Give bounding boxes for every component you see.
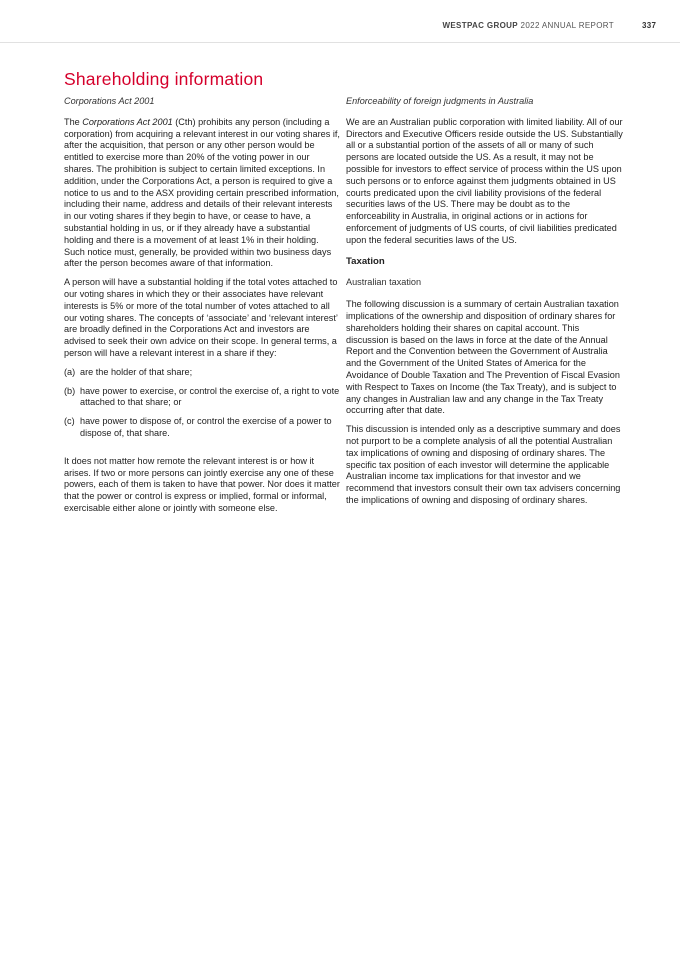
- list-item-text: have power to dispose of, or control the exercise of a power to dispose of, that share.: [80, 416, 332, 438]
- right-column: [346, 96, 624, 514]
- remote-interest-paragraph: It does not matter how remote the relevant interest is or how it arises. If two or more persons can jointly exercise any one of these powers, each of them is taken to have that power. Nor does it matter that the power or control is express or implied, formal or informal, exercisable either alone or jointly with someone else.: [64, 455, 340, 513]
- list-marker: (a): [64, 366, 76, 377]
- list-item: [64, 386, 340, 410]
- list-item: [64, 367, 340, 379]
- list-marker: (b): [64, 385, 76, 396]
- list-marker: (c): [64, 416, 75, 427]
- spacer: [64, 447, 340, 456]
- enforceability-paragraph: We are an Australian public corporation with limited liability. All of our Directors and Executive Officers reside outside the US. Substantially all or a substantial portion of the assets of all or many of such persons are located outside the US. As a result, it may not be possible for investors to effect service of process within the US upon such persons or to enforce against them judgments obtained in US courts predicated upon the civil liability provisions of the federal securities laws of the US. There may be doubt as to the enforceability in Australia, in original actions or in actions for enforcement of judgments of US courts, of civil liabilities predicated upon the federal securities laws of the US.: [346, 116, 623, 245]
- page-header: [0, 0, 680, 43]
- paragraph-body: (Cth) prohibits any person (including a corporation) from acquiring a relevant interest in our voting shares if, after the acquisition, that person or any other person would be entitled to exercise more than 20% of the voting power in our shares. The prohibition is subject to certain limited exceptions. In addition, under the Corporations Act, a person is required to give a notice to us and to the ASX providing certain prescribed information, including their name, address and details of their relevant interests in our voting shares if they begin to have, or cease to have, a substantial holding in us, or if they already have a substantial holding and there is a movement of at least 1% in their holding. Such notice must, generally, be provided within two business days after the person becomes aware of that information.: [64, 116, 340, 269]
- running-header: [442, 21, 614, 30]
- left-column: [64, 96, 340, 522]
- corporations-act-paragraph: [64, 117, 340, 270]
- taxation-disclaimer-paragraph: This discussion is intended only as a descriptive summary and does not purport to be a complete analysis of all the potential Australian tax implications of owning and disposing of ordinary shares. The specific tax position of each investor will determine the applicable Australian income tax implications for that investor and we recommend that investors consult their own tax advisers concerning the implications of owning and disposing of ordinary shares.: [346, 424, 621, 505]
- taxation-summary-paragraph: The following discussion is a summary of certain Australian taxation implications of the ownership and disposition of ordinary shares for shareholders holding their shares on capital account. This discussion is based on the laws in force at the date of the Annual Report and the Convention between the Government of Australia and the Government of the United States of America for the Avoidance of Double Taxation and The Prevention of Fiscal Evasion with Respect to Taxes on Income (the Tax Treaty), and is subject to any changes in Australian law and any change in the Tax Treaty occurring after that date.: [346, 299, 620, 416]
- list-item-text: are the holder of that share;: [80, 366, 193, 377]
- australian-taxation-subheading: Australian taxation: [346, 277, 422, 288]
- enforceability-heading: Enforceability of foreign judgments in Australia: [346, 96, 534, 106]
- act-name-italic: Corporations Act 2001: [82, 116, 173, 127]
- substantial-holding-paragraph: A person will have a substantial holding if the total votes attached to our voting shares in which they or their associates have relevant interests is 5% or more of the total number of votes attached to all our voting shares. The concepts of ‘associate’ and ‘relevant interest’ are broadly defined in the Corporations Act and investors are advised to seek their own advice on their scope. In general terms, a person will have a relevant interest in a share if they:: [64, 277, 338, 358]
- page-number: 337: [642, 21, 657, 30]
- list-item-text: have power to exercise, or control the exercise of, a right to vote attached to that share; or: [80, 385, 340, 408]
- header-brand: WESTPAC GROUP: [442, 21, 518, 30]
- relevant-interest-list: [64, 367, 340, 440]
- list-item: [64, 416, 340, 440]
- taxation-heading: Taxation: [346, 255, 385, 267]
- page-title: Shareholding information: [64, 69, 264, 89]
- paragraph-lead: The: [64, 116, 83, 127]
- header-report-title: 2022 ANNUAL REPORT: [520, 21, 614, 30]
- corporations-act-heading: Corporations Act 2001: [64, 96, 155, 106]
